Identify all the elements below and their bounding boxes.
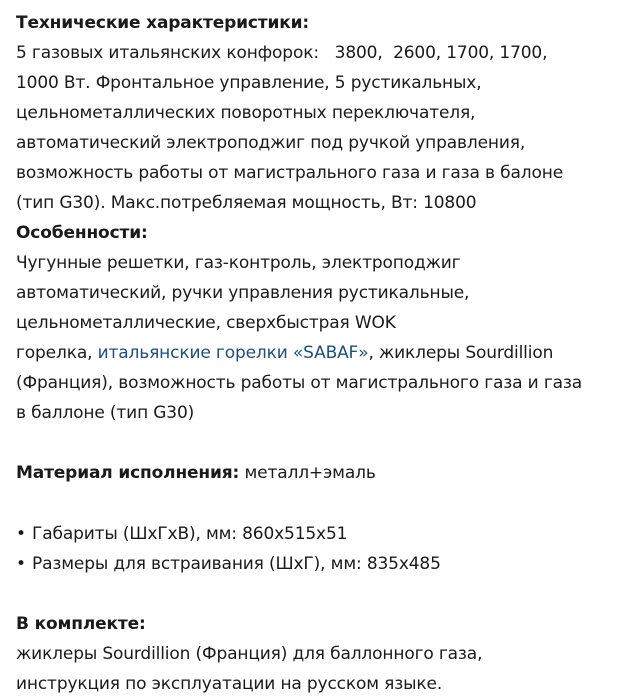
features-line: автоматический, ручки управления рустикальные, — [16, 283, 470, 303]
specs-line: цельнометаллических поворотных переключателя, — [16, 103, 476, 123]
dimension-text: Габариты (ШхГхВ), мм: 860х515х51 — [32, 524, 348, 544]
specs-line: 5 газовых итальянских конфорок: 3800, 2600, 1700, 1700, — [16, 43, 548, 63]
specs-line: возможность работы от магистрального газа и газа в балоне — [16, 163, 564, 183]
spacer — [16, 579, 616, 609]
features-line: в баллоне (тип G30) — [16, 403, 195, 423]
features-heading: Особенности: — [16, 223, 148, 243]
features-line: (Франция), возможность работы от магистрального газа и газа — [16, 373, 583, 393]
kit-line: жиклеры Sourdillion (Франция) для баллонного газа, — [16, 644, 483, 664]
specs-line: 1000 Вт. Фронтальное управление, 5 рустикальных, — [16, 73, 482, 93]
material-label: Материал исполнения: — [16, 463, 240, 483]
material-value: металл+эмаль — [239, 463, 376, 483]
bullet-icon: • — [16, 524, 26, 544]
sabaf-burners-link[interactable]: итальянские горелки «SABAF» — [97, 343, 369, 363]
kit-heading: В комплекте: — [16, 614, 146, 634]
specs-line: (тип G30). Макс.потребляемая мощность, Вт: 10800 — [16, 193, 477, 213]
material-line — [16, 458, 616, 488]
dimension-item — [16, 519, 616, 549]
bullet-icon: • — [16, 554, 26, 574]
spacer — [16, 488, 616, 519]
specs-line: автоматический электроподжиг под ручкой управления, — [16, 133, 526, 153]
features-link-line — [16, 338, 616, 368]
kit-line: инструкция по эксплуатации на русском языке. — [16, 674, 443, 694]
features-line: Чугунные решетки, газ-контроль, электроподжиг — [16, 253, 461, 273]
specs-heading: Технические характеристики: — [16, 13, 310, 33]
dimension-item — [16, 549, 616, 579]
features-text: горелка, — [16, 343, 98, 363]
features-line: цельнометаллические, сверхбыстрая WOK — [16, 313, 396, 333]
features-text: , жиклеры Sourdillion — [368, 343, 554, 363]
dimension-text: Размеры для встраивания (ШхГ), мм: 835х485 — [32, 554, 441, 574]
spacer — [16, 428, 616, 458]
product-description — [16, 8, 616, 699]
